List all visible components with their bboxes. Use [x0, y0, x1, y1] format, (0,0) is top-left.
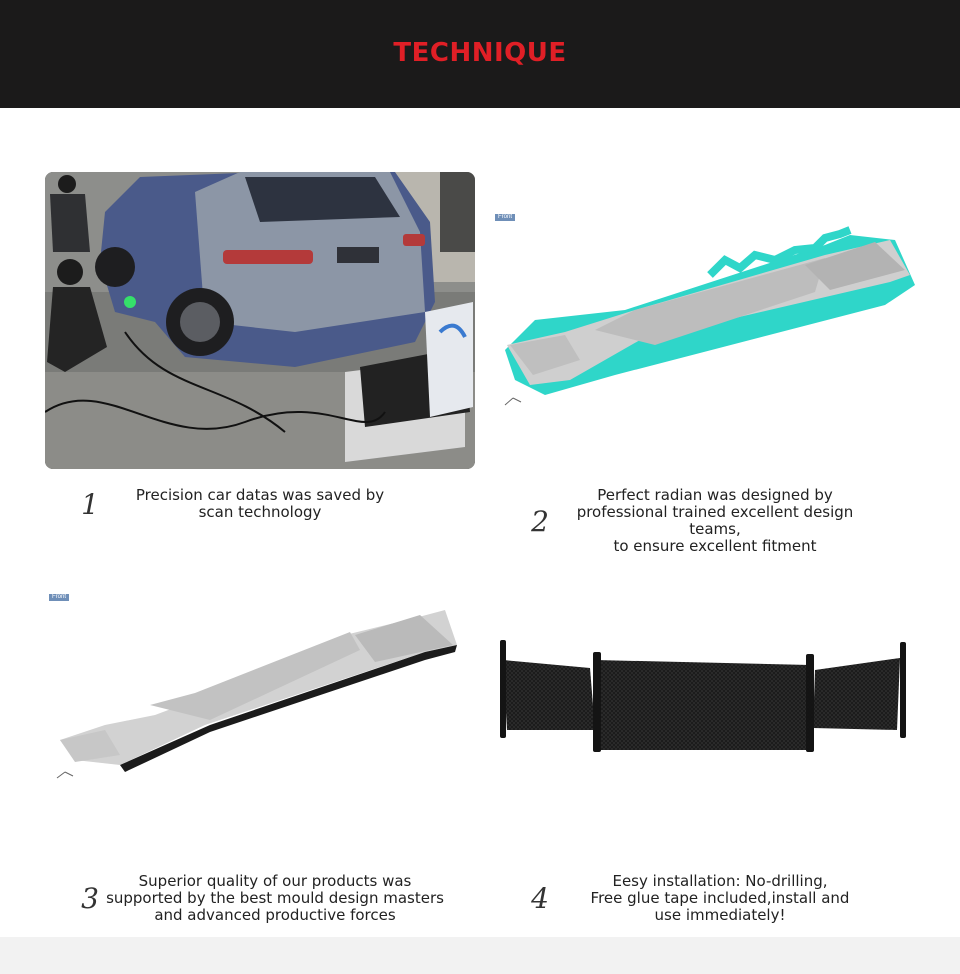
carbon-spoiler-photo [495, 630, 915, 770]
step-1-caption [70, 487, 470, 521]
step-number: 2 [531, 504, 549, 538]
step-description: Eesy installation: No-drilling, Free glue tape included,install and use immediately! [590, 872, 850, 924]
section-title: TECHNIQUE [393, 38, 567, 68]
step-number: 4 [531, 882, 549, 915]
header-bar [0, 0, 960, 108]
step-3-caption [70, 873, 470, 924]
step-description: Perfect radian was designed by professional trained excellent design teams, to ensure excellent fitment [576, 486, 854, 555]
view-tag: Front [495, 214, 515, 221]
step-description: Precision car datas was saved by scan technology [135, 486, 385, 521]
step-2-caption [520, 487, 920, 555]
spoiler-cad-render [45, 590, 465, 800]
step-description: Superior quality of our products was supported by the best mould design masters and advanced productive forces [106, 872, 444, 924]
scan-photo [45, 172, 475, 469]
step-4-caption [520, 873, 920, 924]
step-number: 1 [81, 487, 99, 521]
scan-overlay-render [495, 210, 920, 430]
footer-strip [0, 937, 960, 974]
view-tag: Front [49, 594, 69, 601]
step-number: 3 [81, 882, 99, 915]
